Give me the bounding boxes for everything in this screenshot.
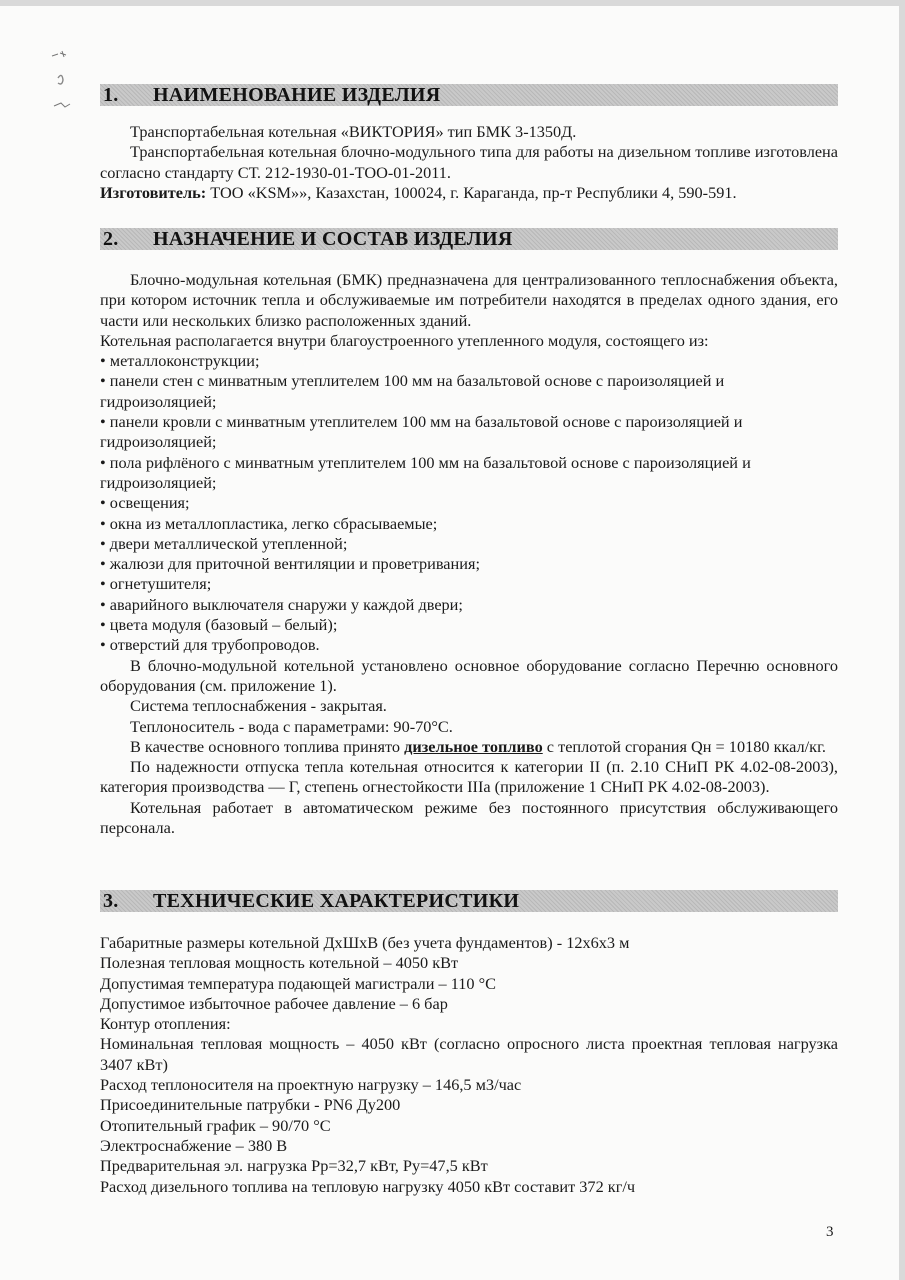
- list-item: • панели стен с минватным утеплителем 100 мм на базальтовой основе с пароизоляцией и гидроизоляцией;: [100, 371, 838, 412]
- product-description: Транспортабельная котельная блочно-модульного типа для работы на дизельном топливе изготовлена согласно стандарту СТ. 212-1930-01-ТОО-01-2011.: [100, 142, 838, 182]
- list-item: • отверстий для трубопроводов.: [100, 635, 838, 655]
- product-name-line: Транспортабельная котельная «ВИКТОРИЯ» тип БМК 3-1350Д.: [130, 122, 577, 141]
- scan-artifact-marks: [48, 48, 78, 118]
- list-item: • окна из металлопластика, легко сбрасываемые;: [100, 514, 838, 534]
- section-2-header: [100, 228, 838, 250]
- section-2-body: [100, 270, 838, 838]
- purpose-paragraph: Блочно-модульная котельная (БМК) предназначена для централизованного теплоснабжения объекта, при котором источник тепла и обслуживаемые им потребители находятся в пределах одного здания, его части или нескольких близко расположенных зданий.: [100, 270, 838, 330]
- section-1-title: НАИМЕНОВАНИЕ ИЗДЕЛИЯ: [153, 83, 441, 106]
- spec-line: Отопительный график – 90/70 °С: [100, 1115, 331, 1135]
- spec-line: Предварительная эл. нагрузка Рр=32,7 кВт, Ру=47,5 кВт: [100, 1156, 488, 1176]
- fuel-text-post: с теплотой сгорания Qн = 10180 ккал/кг.: [542, 736, 826, 756]
- heating-system-line: Система теплоснабжения - закрытая.: [130, 696, 387, 716]
- list-item: • пола рифлёного с минватным утеплителем 100 мм на базальтовой основе с пароизоляцией и гидроизоляцией;: [100, 453, 838, 494]
- section-3-header: [100, 890, 838, 912]
- list-item: • металлоконструкции;: [100, 351, 838, 371]
- document-page: [0, 6, 899, 1280]
- fuel-type: дизельное топливо: [404, 736, 543, 756]
- list-item: • жалюзи для приточной вентиляции и проветривания;: [100, 554, 838, 574]
- spec-line: Допустимое избыточное рабочее давление – 6 бар: [100, 993, 448, 1013]
- spec-line: Номинальная тепловая мощность – 4050 кВт (согласно опросного листа проектная тепловая нагрузка 3407 кВт): [100, 1034, 838, 1074]
- spec-line: Расход дизельного топлива на тепловую нагрузку 4050 кВт составит 372 кг/ч: [100, 1176, 636, 1196]
- section-3-number: 3.: [103, 889, 119, 912]
- spec-line: Габаритные размеры котельной ДхШхВ (без учета фундаментов) - 12х6х3 м: [100, 933, 630, 952]
- list-item: • огнетушителя;: [100, 574, 838, 594]
- section-1-header: [100, 84, 838, 106]
- fuel-paragraph: [100, 737, 838, 757]
- fuel-text-pre: В качестве основного топлива принято: [130, 736, 405, 756]
- page-number: 3: [826, 1224, 834, 1240]
- section-1-body: [100, 122, 838, 203]
- list-item: • цвета модуля (базовый – белый);: [100, 615, 838, 635]
- list-item: • панели кровли с минватным утеплителем 100 мм на базальтовой основе с пароизоляцией и гидроизоляцией;: [100, 412, 838, 453]
- spec-line: Полезная тепловая мощность котельной – 4050 кВт: [100, 953, 459, 973]
- reliability-paragraph: По надежности отпуска тепла котельная относится к категории II (п. 2.10 СНиП РК 4.02-08-2003), категория производства — Г, степень огнестойкости IIIа (приложение 1 СНиП РК 4.02-08-2003).: [100, 757, 838, 797]
- list-item: • аварийного выключателя снаружи у каждой двери;: [100, 595, 838, 615]
- automatic-mode-paragraph: Котельная работает в автоматическом режиме без постоянного присутствия обслуживающего персонала.: [100, 797, 838, 838]
- equipment-paragraph: В блочно-модульной котельной установлено основное оборудование согласно Перечню основного оборудования (см. приложение 1).: [100, 655, 838, 695]
- spec-line: Расход теплоносителя на проектную нагрузку – 146,5 м3/час: [100, 1075, 522, 1095]
- spec-line: Контур отопления:: [100, 1014, 231, 1034]
- section-2-number: 2.: [103, 227, 119, 250]
- manufacturer-line: [100, 183, 838, 203]
- section-3-body: [100, 933, 838, 1197]
- section-1-number: 1.: [103, 83, 119, 106]
- list-item: • освещения;: [100, 493, 838, 513]
- heat-carrier-line: Теплоноситель - вода с параметрами: 90-70°С.: [130, 716, 453, 736]
- section-3-title: ТЕХНИЧЕСКИЕ ХАРАКТЕРИСТИКИ: [153, 889, 520, 912]
- manufacturer-label: Изготовитель:: [100, 182, 207, 202]
- section-2-title: НАЗНАЧЕНИЕ И СОСТАВ ИЗДЕЛИЯ: [153, 227, 513, 250]
- spec-line: Присоединительные патрубки - PN6 Ду200: [100, 1095, 401, 1115]
- spec-line: Электроснабжение – 380 В: [100, 1135, 288, 1155]
- list-item: • двери металлической утепленной;: [100, 534, 838, 554]
- manufacturer-text: ТОО «KSM»», Казахстан, 100024, г. Караганда, пр-т Республики 4, 590-591.: [206, 182, 737, 202]
- spec-line: Допустимая температура подающей магистрали – 110 °С: [100, 973, 496, 993]
- module-intro: Котельная располагается внутри благоустроенного утепленного модуля, состоящего из:: [100, 330, 709, 350]
